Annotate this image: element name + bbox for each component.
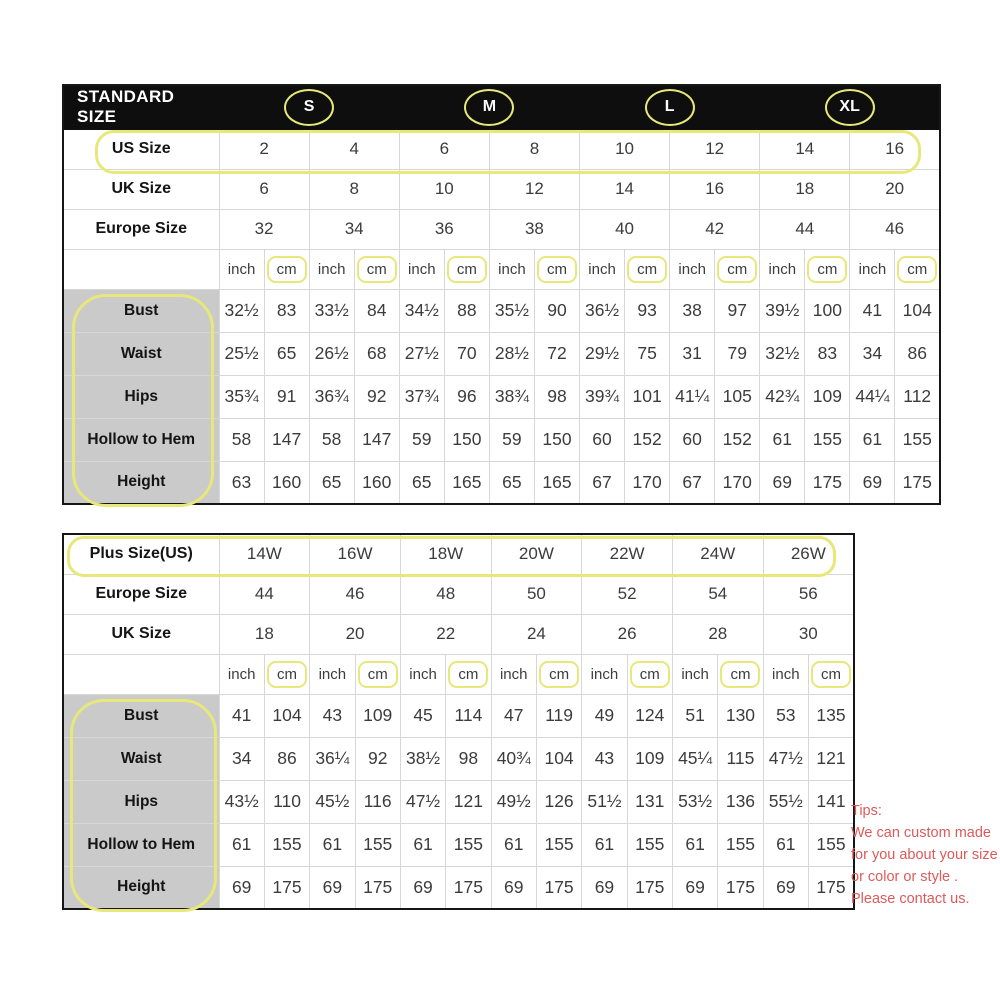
measurement-value-cell: 105 — [715, 375, 760, 418]
cm-unit-cell — [444, 249, 489, 289]
measurement-row — [63, 332, 940, 375]
measurement-value-cell: 59 — [489, 418, 534, 461]
measurement-value-cell: 51½ — [582, 780, 627, 823]
measurement-value-cell: 33½ — [309, 289, 354, 332]
measurement-value-cell: 41 — [219, 694, 264, 737]
size-value-cell: 18W — [400, 534, 491, 574]
measurement-value-cell: 124 — [627, 694, 672, 737]
measurement-value-cell: 65 — [399, 461, 444, 504]
measurement-value-cell: 91 — [264, 375, 309, 418]
table-header-row — [63, 85, 940, 129]
measurement-label: Waist — [63, 737, 219, 780]
size-value-cell: 6 — [399, 129, 489, 169]
size-value-cell: 22 — [400, 614, 491, 654]
measurement-value-cell: 61 — [219, 823, 264, 866]
tips-line: We can custom made — [851, 825, 991, 841]
measurement-value-cell: 121 — [808, 737, 854, 780]
measurement-value-cell: 69 — [672, 866, 717, 909]
measurement-label: Hollow to Hem — [63, 418, 219, 461]
row-label: UK Size — [63, 614, 219, 654]
measurement-value-cell: 61 — [310, 823, 355, 866]
cm-unit-cell — [354, 249, 399, 289]
inch-unit-cell: inch — [489, 249, 534, 289]
measurement-value-cell: 69 — [491, 866, 536, 909]
row-label: US Size — [63, 129, 219, 169]
measurement-value-cell: 135 — [808, 694, 854, 737]
size-value-cell: 24W — [672, 534, 763, 574]
units-row — [63, 654, 854, 694]
size-value-cell: 40 — [580, 209, 670, 249]
cm-unit-cell — [446, 654, 491, 694]
measurement-row — [63, 289, 940, 332]
measurement-value-cell: 104 — [264, 694, 309, 737]
cm-unit-cell — [718, 654, 763, 694]
measurement-value-cell: 67 — [580, 461, 625, 504]
measurement-value-cell: 155 — [264, 823, 309, 866]
measurement-value-cell: 175 — [355, 866, 400, 909]
empty-label-cell — [63, 249, 219, 289]
measurement-value-cell: 121 — [446, 780, 491, 823]
measurement-value-cell: 136 — [718, 780, 763, 823]
size-conversion-row — [63, 209, 940, 249]
measurement-value-cell: 49 — [582, 694, 627, 737]
size-value-cell: 22W — [582, 534, 673, 574]
measurement-value-cell: 84 — [354, 289, 399, 332]
size-value-cell: 34 — [309, 209, 399, 249]
measurement-value-cell: 38¾ — [489, 375, 534, 418]
measurement-label: Hips — [63, 780, 219, 823]
tips-line: Please contact us. — [851, 891, 970, 907]
measurement-value-cell: 59 — [399, 418, 444, 461]
measurement-value-cell: 160 — [264, 461, 309, 504]
measurement-value-cell: 114 — [446, 694, 491, 737]
cm-highlight-box: cm — [811, 661, 851, 688]
size-value-cell: 16 — [670, 169, 760, 209]
measurement-value-cell: 63 — [219, 461, 264, 504]
custom-order-tips — [851, 800, 999, 910]
measurement-value-cell: 175 — [808, 866, 854, 909]
inch-unit-cell: inch — [219, 249, 264, 289]
measurement-value-cell: 51 — [672, 694, 717, 737]
size-value-cell: 20 — [850, 169, 940, 209]
measurement-value-cell: 45 — [400, 694, 445, 737]
size-value-cell: 38 — [489, 209, 579, 249]
measurement-value-cell: 61 — [582, 823, 627, 866]
size-value-cell: 30 — [763, 614, 854, 654]
measurement-value-cell: 65 — [264, 332, 309, 375]
measurement-value-cell: 152 — [625, 418, 670, 461]
measurement-value-cell: 25½ — [219, 332, 264, 375]
inch-unit-cell: inch — [850, 249, 895, 289]
size-value-cell: 10 — [580, 129, 670, 169]
measurement-row — [63, 823, 854, 866]
measurement-value-cell: 53½ — [672, 780, 717, 823]
measurement-value-cell: 155 — [718, 823, 763, 866]
measurement-value-cell: 115 — [718, 737, 763, 780]
measurement-row — [63, 461, 940, 504]
measurement-value-cell: 119 — [536, 694, 581, 737]
size-value-cell: 28 — [672, 614, 763, 654]
measurement-value-cell: 69 — [760, 461, 805, 504]
cm-unit-cell — [264, 249, 309, 289]
measurement-value-cell: 86 — [895, 332, 940, 375]
measurement-value-cell: 41¼ — [670, 375, 715, 418]
measurement-value-cell: 96 — [444, 375, 489, 418]
size-value-cell: 20 — [310, 614, 401, 654]
measurement-value-cell: 175 — [264, 866, 309, 909]
measurement-value-cell: 70 — [444, 332, 489, 375]
measurement-value-cell: 28½ — [489, 332, 534, 375]
measurement-value-cell: 131 — [627, 780, 672, 823]
size-value-cell: 36 — [399, 209, 489, 249]
measurement-value-cell: 130 — [718, 694, 763, 737]
size-value-cell: 26 — [582, 614, 673, 654]
measurement-value-cell: 75 — [625, 332, 670, 375]
measurement-value-cell: 61 — [672, 823, 717, 866]
standard-size-grid — [62, 84, 941, 505]
measurement-value-cell: 101 — [625, 375, 670, 418]
measurement-value-cell: 69 — [763, 866, 808, 909]
inch-unit-cell: inch — [580, 249, 625, 289]
measurement-value-cell: 175 — [895, 461, 940, 504]
measurement-value-cell: 165 — [534, 461, 579, 504]
empty-label-cell — [63, 654, 219, 694]
measurement-value-cell: 58 — [219, 418, 264, 461]
measurement-value-cell: 98 — [446, 737, 491, 780]
size-letter-cell — [399, 85, 579, 129]
measurement-value-cell: 47½ — [763, 737, 808, 780]
measurement-value-cell: 61 — [400, 823, 445, 866]
size-conversion-row — [63, 129, 940, 169]
row-label: UK Size — [63, 169, 219, 209]
measurement-value-cell: 79 — [715, 332, 760, 375]
measurement-value-cell: 69 — [850, 461, 895, 504]
measurement-value-cell: 38 — [670, 289, 715, 332]
measurement-value-cell: 45½ — [310, 780, 355, 823]
tips-line: for you about your size — [851, 847, 998, 863]
size-conversion-row — [63, 169, 940, 209]
measurement-label: Height — [63, 461, 219, 504]
size-value-cell: 48 — [400, 574, 491, 614]
size-letter-cell — [760, 85, 940, 129]
measurement-value-cell: 36½ — [580, 289, 625, 332]
measurement-value-cell: 155 — [355, 823, 400, 866]
size-letter-circle: XL — [825, 89, 875, 126]
cm-unit-cell — [808, 654, 854, 694]
size-value-cell: 12 — [670, 129, 760, 169]
inch-unit-cell: inch — [310, 654, 355, 694]
measurement-value-cell: 35¾ — [219, 375, 264, 418]
measurement-value-cell: 175 — [536, 866, 581, 909]
inch-unit-cell: inch — [672, 654, 717, 694]
measurement-value-cell: 60 — [670, 418, 715, 461]
measurement-value-cell: 92 — [354, 375, 399, 418]
size-value-cell: 24 — [491, 614, 582, 654]
measurement-value-cell: 61 — [760, 418, 805, 461]
measurement-value-cell: 44¼ — [850, 375, 895, 418]
measurement-row — [63, 375, 940, 418]
size-value-cell: 8 — [489, 129, 579, 169]
measurement-value-cell: 35½ — [489, 289, 534, 332]
inch-unit-cell: inch — [309, 249, 354, 289]
measurement-value-cell: 141 — [808, 780, 854, 823]
plus-size-grid — [62, 533, 855, 910]
cm-unit-cell — [627, 654, 672, 694]
tips-title: Tips: — [851, 803, 882, 819]
cm-unit-cell — [715, 249, 760, 289]
measurement-value-cell: 68 — [354, 332, 399, 375]
size-value-cell: 32 — [219, 209, 309, 249]
measurement-value-cell: 170 — [715, 461, 760, 504]
tips-line: or color or style . — [851, 869, 959, 885]
measurement-value-cell: 34 — [850, 332, 895, 375]
cm-highlight-box: cm — [537, 256, 577, 283]
inch-unit-cell: inch — [763, 654, 808, 694]
measurement-value-cell: 175 — [446, 866, 491, 909]
measurement-value-cell: 36¾ — [309, 375, 354, 418]
measurement-value-cell: 67 — [670, 461, 715, 504]
measurement-value-cell: 155 — [536, 823, 581, 866]
measurement-value-cell: 27½ — [399, 332, 444, 375]
measurement-row — [63, 737, 854, 780]
cm-highlight-box: cm — [358, 661, 398, 688]
measurement-value-cell: 65 — [489, 461, 534, 504]
measurement-value-cell: 69 — [219, 866, 264, 909]
cm-unit-cell — [355, 654, 400, 694]
measurement-value-cell: 31 — [670, 332, 715, 375]
cm-unit-cell — [536, 654, 581, 694]
measurement-value-cell: 86 — [264, 737, 309, 780]
size-letter-cell — [219, 85, 399, 129]
cm-highlight-box: cm — [630, 661, 670, 688]
measurement-value-cell: 83 — [805, 332, 850, 375]
size-value-cell: 14 — [580, 169, 670, 209]
measurement-value-cell: 34½ — [399, 289, 444, 332]
cm-unit-cell — [895, 249, 940, 289]
size-value-cell: 54 — [672, 574, 763, 614]
measurement-value-cell: 165 — [444, 461, 489, 504]
cm-highlight-box: cm — [267, 661, 307, 688]
cm-highlight-box: cm — [539, 661, 579, 688]
cm-unit-cell — [534, 249, 579, 289]
cm-highlight-box: cm — [627, 256, 667, 283]
inch-unit-cell: inch — [399, 249, 444, 289]
measurement-row — [63, 694, 854, 737]
measurement-row — [63, 418, 940, 461]
measurement-value-cell: 32½ — [760, 332, 805, 375]
measurement-label: Height — [63, 866, 219, 909]
measurement-value-cell: 29½ — [580, 332, 625, 375]
cm-unit-cell — [805, 249, 850, 289]
measurement-value-cell: 26½ — [309, 332, 354, 375]
size-value-cell: 2 — [219, 129, 309, 169]
measurement-value-cell: 47 — [491, 694, 536, 737]
inch-unit-cell: inch — [582, 654, 627, 694]
size-conversion-row — [63, 574, 854, 614]
cm-highlight-box: cm — [717, 256, 757, 283]
measurement-value-cell: 147 — [264, 418, 309, 461]
cm-highlight-box: cm — [897, 256, 937, 283]
row-label: Plus Size(US) — [63, 534, 219, 574]
measurement-value-cell: 40¾ — [491, 737, 536, 780]
measurement-value-cell: 155 — [895, 418, 940, 461]
measurement-value-cell: 104 — [895, 289, 940, 332]
size-value-cell: 56 — [763, 574, 854, 614]
measurement-value-cell: 43½ — [219, 780, 264, 823]
measurement-value-cell: 39¾ — [580, 375, 625, 418]
measurement-label: Waist — [63, 332, 219, 375]
measurement-value-cell: 155 — [805, 418, 850, 461]
measurement-value-cell: 98 — [534, 375, 579, 418]
size-conversion-row — [63, 534, 854, 574]
measurement-value-cell: 32½ — [219, 289, 264, 332]
measurement-label: Hips — [63, 375, 219, 418]
measurement-value-cell: 90 — [534, 289, 579, 332]
measurement-value-cell: 55½ — [763, 780, 808, 823]
cm-highlight-box: cm — [720, 661, 760, 688]
inch-unit-cell: inch — [670, 249, 715, 289]
measurement-value-cell: 61 — [763, 823, 808, 866]
size-value-cell: 18 — [760, 169, 850, 209]
measurement-value-cell: 175 — [718, 866, 763, 909]
measurement-value-cell: 38½ — [400, 737, 445, 780]
measurement-value-cell: 61 — [850, 418, 895, 461]
size-value-cell: 14 — [760, 129, 850, 169]
measurement-value-cell: 93 — [625, 289, 670, 332]
cm-highlight-box: cm — [447, 256, 487, 283]
table-title: STANDARD SIZE — [63, 85, 219, 129]
measurement-value-cell: 155 — [627, 823, 672, 866]
measurement-value-cell: 43 — [582, 737, 627, 780]
inch-unit-cell: inch — [760, 249, 805, 289]
size-value-cell: 16W — [310, 534, 401, 574]
inch-unit-cell: inch — [491, 654, 536, 694]
size-value-cell: 8 — [309, 169, 399, 209]
measurement-value-cell: 104 — [536, 737, 581, 780]
measurement-label: Bust — [63, 289, 219, 332]
measurement-value-cell: 34 — [219, 737, 264, 780]
size-value-cell: 6 — [219, 169, 309, 209]
measurement-value-cell: 88 — [444, 289, 489, 332]
size-value-cell: 20W — [491, 534, 582, 574]
measurement-value-cell: 109 — [805, 375, 850, 418]
measurement-value-cell: 112 — [895, 375, 940, 418]
measurement-label: Bust — [63, 694, 219, 737]
measurement-value-cell: 155 — [808, 823, 854, 866]
measurement-value-cell: 69 — [310, 866, 355, 909]
size-value-cell: 18 — [219, 614, 310, 654]
measurement-value-cell: 42¾ — [760, 375, 805, 418]
measurement-value-cell: 60 — [580, 418, 625, 461]
measurement-value-cell: 126 — [536, 780, 581, 823]
measurement-value-cell: 72 — [534, 332, 579, 375]
measurement-value-cell: 69 — [400, 866, 445, 909]
size-letter-cell — [580, 85, 760, 129]
measurement-value-cell: 45¼ — [672, 737, 717, 780]
row-label: Europe Size — [63, 574, 219, 614]
size-letter-circle: M — [464, 89, 514, 126]
size-conversion-row — [63, 614, 854, 654]
inch-unit-cell: inch — [400, 654, 445, 694]
measurement-value-cell: 47½ — [400, 780, 445, 823]
measurement-value-cell: 61 — [491, 823, 536, 866]
size-value-cell: 14W — [219, 534, 310, 574]
measurement-value-cell: 155 — [446, 823, 491, 866]
row-label: Europe Size — [63, 209, 219, 249]
measurement-value-cell: 92 — [355, 737, 400, 780]
size-value-cell: 10 — [399, 169, 489, 209]
measurement-row — [63, 780, 854, 823]
measurement-value-cell: 65 — [309, 461, 354, 504]
size-value-cell: 46 — [850, 209, 940, 249]
tips-text — [851, 822, 999, 910]
size-value-cell: 52 — [582, 574, 673, 614]
measurement-value-cell: 109 — [627, 737, 672, 780]
size-letter-circle: S — [284, 89, 334, 126]
cm-highlight-box: cm — [357, 256, 397, 283]
plus-size-table — [62, 533, 855, 910]
size-value-cell: 46 — [310, 574, 401, 614]
size-value-cell: 16 — [850, 129, 940, 169]
size-letter-circle: L — [645, 89, 695, 126]
measurement-value-cell: 49½ — [491, 780, 536, 823]
measurement-value-cell: 36¼ — [310, 737, 355, 780]
size-value-cell: 44 — [219, 574, 310, 614]
measurement-value-cell: 150 — [534, 418, 579, 461]
measurement-value-cell: 152 — [715, 418, 760, 461]
measurement-value-cell: 175 — [627, 866, 672, 909]
measurement-value-cell: 116 — [355, 780, 400, 823]
cm-unit-cell — [264, 654, 309, 694]
measurement-value-cell: 110 — [264, 780, 309, 823]
measurement-value-cell: 109 — [355, 694, 400, 737]
cm-highlight-box: cm — [807, 256, 847, 283]
measurement-value-cell: 83 — [264, 289, 309, 332]
measurement-value-cell: 175 — [805, 461, 850, 504]
measurement-value-cell: 58 — [309, 418, 354, 461]
measurement-value-cell: 170 — [625, 461, 670, 504]
measurement-value-cell: 41 — [850, 289, 895, 332]
standard-size-table — [62, 84, 941, 505]
measurement-value-cell: 43 — [310, 694, 355, 737]
measurement-value-cell: 39½ — [760, 289, 805, 332]
size-value-cell: 12 — [489, 169, 579, 209]
cm-highlight-box: cm — [448, 661, 488, 688]
size-value-cell: 4 — [309, 129, 399, 169]
measurement-value-cell: 97 — [715, 289, 760, 332]
measurement-value-cell: 37¾ — [399, 375, 444, 418]
measurement-value-cell: 53 — [763, 694, 808, 737]
measurement-row — [63, 866, 854, 909]
size-value-cell: 50 — [491, 574, 582, 614]
size-value-cell: 44 — [760, 209, 850, 249]
size-value-cell: 42 — [670, 209, 760, 249]
size-value-cell: 26W — [763, 534, 854, 574]
cm-highlight-box: cm — [267, 256, 307, 283]
measurement-value-cell: 150 — [444, 418, 489, 461]
measurement-value-cell: 69 — [582, 866, 627, 909]
measurement-label: Hollow to Hem — [63, 823, 219, 866]
inch-unit-cell: inch — [219, 654, 264, 694]
measurement-value-cell: 160 — [354, 461, 399, 504]
cm-unit-cell — [625, 249, 670, 289]
measurement-value-cell: 147 — [354, 418, 399, 461]
units-row — [63, 249, 940, 289]
measurement-value-cell: 100 — [805, 289, 850, 332]
